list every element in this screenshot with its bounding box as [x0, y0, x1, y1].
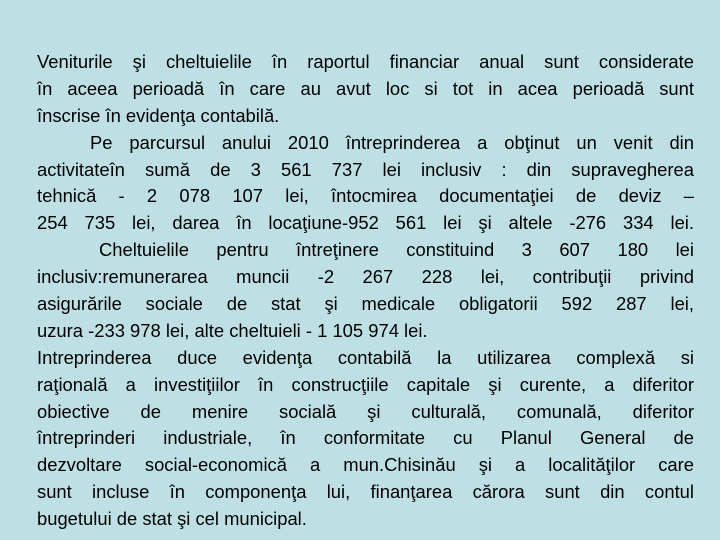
text-line: sunt incluse în componenţa lui, finanţarea cărora sunt din contul [37, 481, 694, 503]
text-line: raţională a investiţiilor în construcţiile capitale şi curente, a diferitor [37, 373, 694, 395]
text-line: bugetului de stat şi cel municipal. [37, 508, 307, 530]
text-line: asigurările sociale de stat şi medicale obligatorii 592 287 lei, [37, 293, 694, 315]
text-line: înscrise în evidenţa contabilă. [37, 104, 280, 126]
text-line: Cheltuielile pentru întreţinere constituind 3 607 180 lei [99, 239, 694, 261]
text-line: Pe parcursul anului 2010 întreprinderea a obţinut un venit din [90, 131, 694, 153]
text-line: 254 735 lei, darea în locaţiune-952 561 lei şi altele -276 334 lei. [37, 212, 694, 234]
text-line: în aceea perioadă în care au avut loc si tot in acea perioadă sunt [37, 77, 694, 99]
text-line: inclusiv:remunerarea muncii -2 267 228 lei, contribuţii privind [37, 266, 694, 288]
text-line: Intreprinderea duce evidenţa contabilă la utilizarea complexă si [37, 346, 694, 368]
text-line: Veniturile şi cheltuielile în raportul financiar anual sunt considerate [37, 51, 694, 72]
text-line: uzura -233 978 lei, alte cheltuieli - 1 105 974 lei. [37, 319, 428, 341]
text-line: dezvoltare social-economică a mun.Chisinău şi a localităţilor care [37, 454, 694, 476]
slide-text-body [37, 49, 694, 533]
text-line: tehnică - 2 078 107 lei, întocmirea documentaţiei de deviz – [37, 185, 694, 207]
text-line: activitateîn sumă de 3 561 737 lei inclusiv : din supravegherea [37, 158, 694, 180]
text-line: obiective de menire socială şi culturală, comunală, diferitor [37, 400, 694, 422]
text-line: întreprinderi industriale, în conformitate cu Planul General de [37, 427, 694, 449]
